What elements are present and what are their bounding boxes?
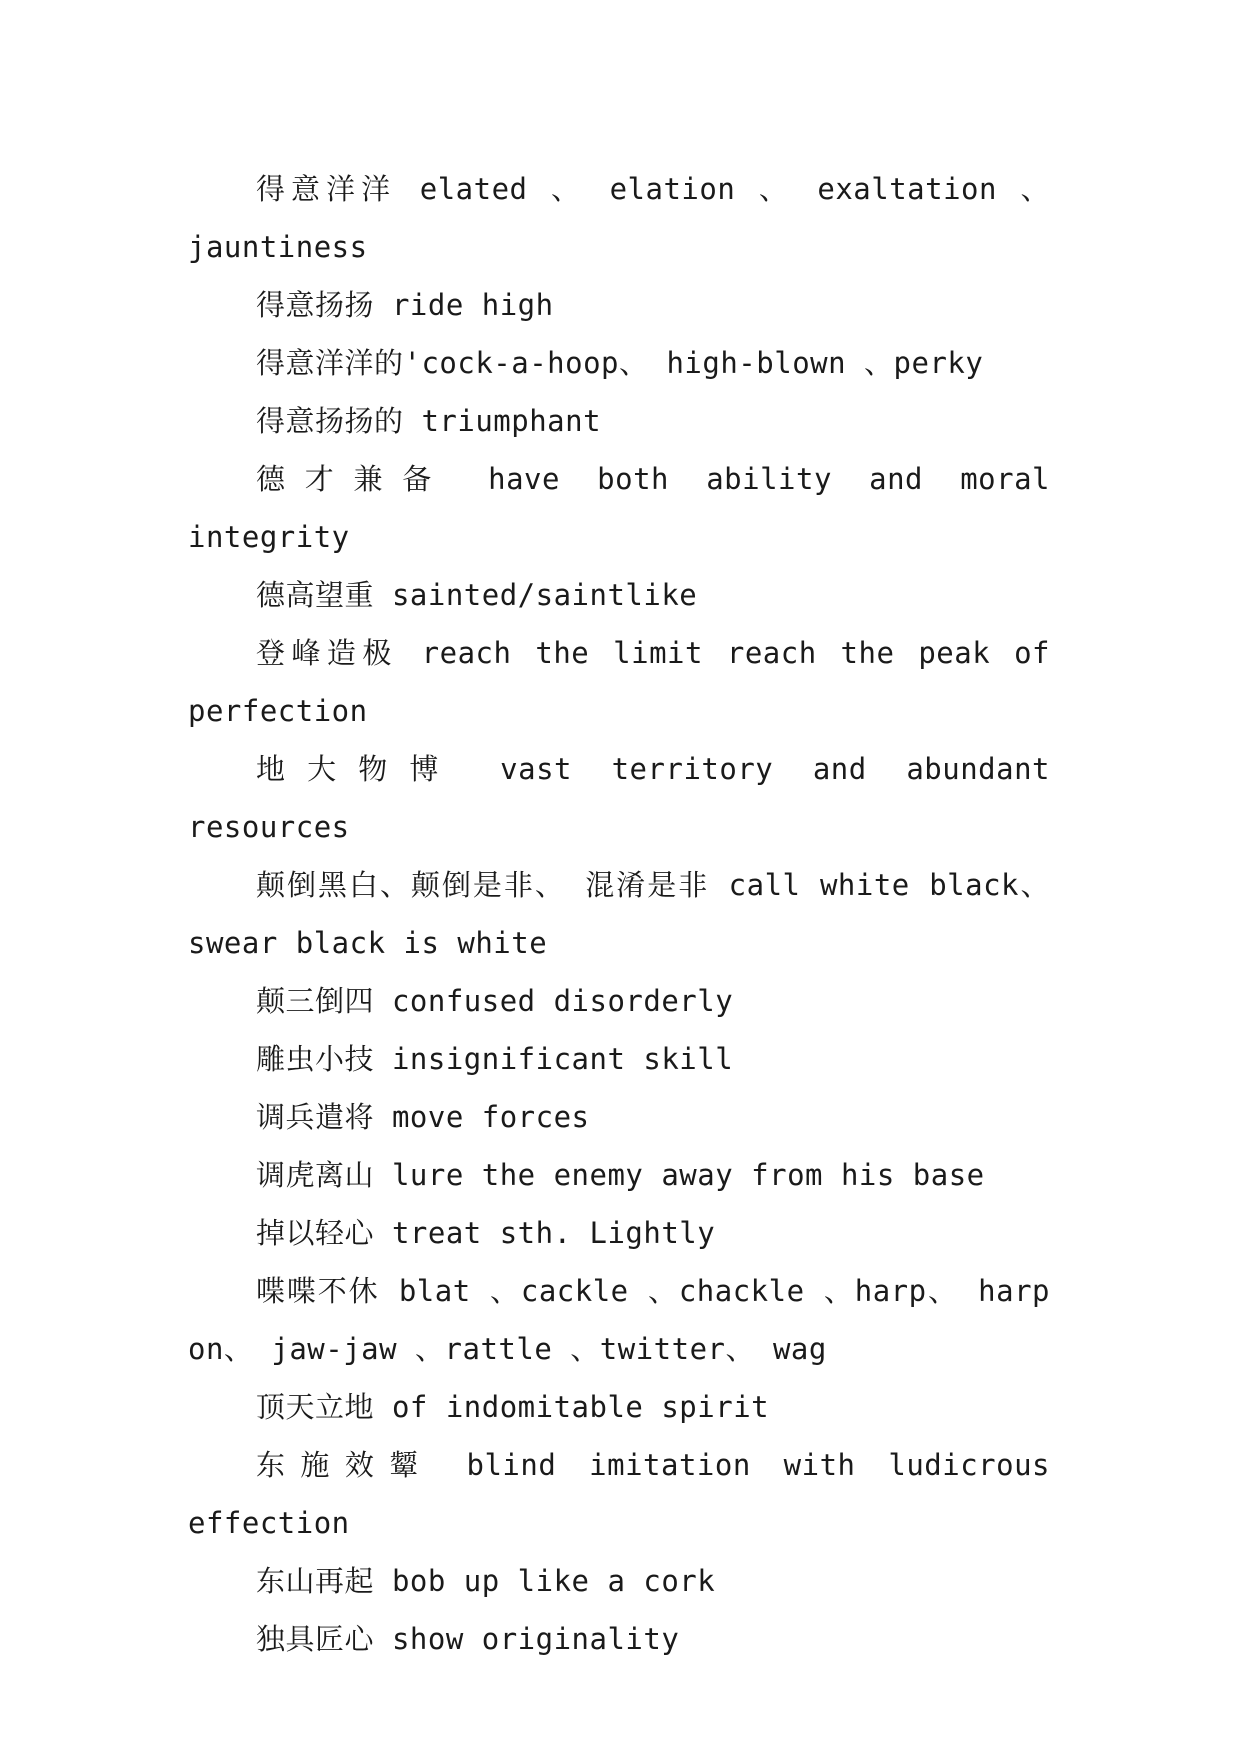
list-item: 得意洋洋 elated 、 elation 、 exaltation 、 jauntiness bbox=[188, 172, 1050, 264]
list-item: 德高望重 sainted/saintlike bbox=[256, 578, 698, 612]
list-item: 东施效颦 blind imitation with ludicrous effection bbox=[188, 1448, 1050, 1540]
list-item: 东山再起 bob up like a cork bbox=[256, 1564, 716, 1598]
list-item: 德才兼备 have both ability and moral integrity bbox=[188, 462, 1050, 554]
list-item: 登峰造极 reach the limit reach the peak of perfection bbox=[188, 636, 1050, 728]
idiom-list bbox=[188, 160, 1050, 1668]
list-item: 调虎离山 lure the enemy away from his base bbox=[256, 1158, 985, 1192]
list-item: 颠倒黑白、颠倒是非、 混淆是非 call white black、 swear black is white bbox=[188, 868, 1050, 960]
list-item: 独具匠心 show originality bbox=[256, 1622, 680, 1656]
list-item: 得意洋洋的'cock-a-hoop、 high-blown 、perky bbox=[256, 346, 984, 380]
list-item: 掉以轻心 treat sth. Lightly bbox=[256, 1216, 716, 1250]
list-item: 雕虫小技 insignificant skill bbox=[256, 1042, 734, 1076]
list-item: 顶天立地 of indomitable spirit bbox=[256, 1390, 770, 1424]
list-item: 得意扬扬的 triumphant bbox=[256, 404, 602, 438]
list-item: 颠三倒四 confused disorderly bbox=[256, 984, 734, 1018]
list-item: 调兵遣将 move forces bbox=[256, 1100, 590, 1134]
list-item: 喋喋不休 blat 、cackle 、chackle 、harp、 harp on、 jaw-jaw 、rattle 、twitter、 wag bbox=[188, 1274, 1050, 1366]
list-item: 得意扬扬 ride high bbox=[256, 288, 554, 322]
list-item: 地大物博 vast territory and abundant resources bbox=[188, 752, 1050, 844]
